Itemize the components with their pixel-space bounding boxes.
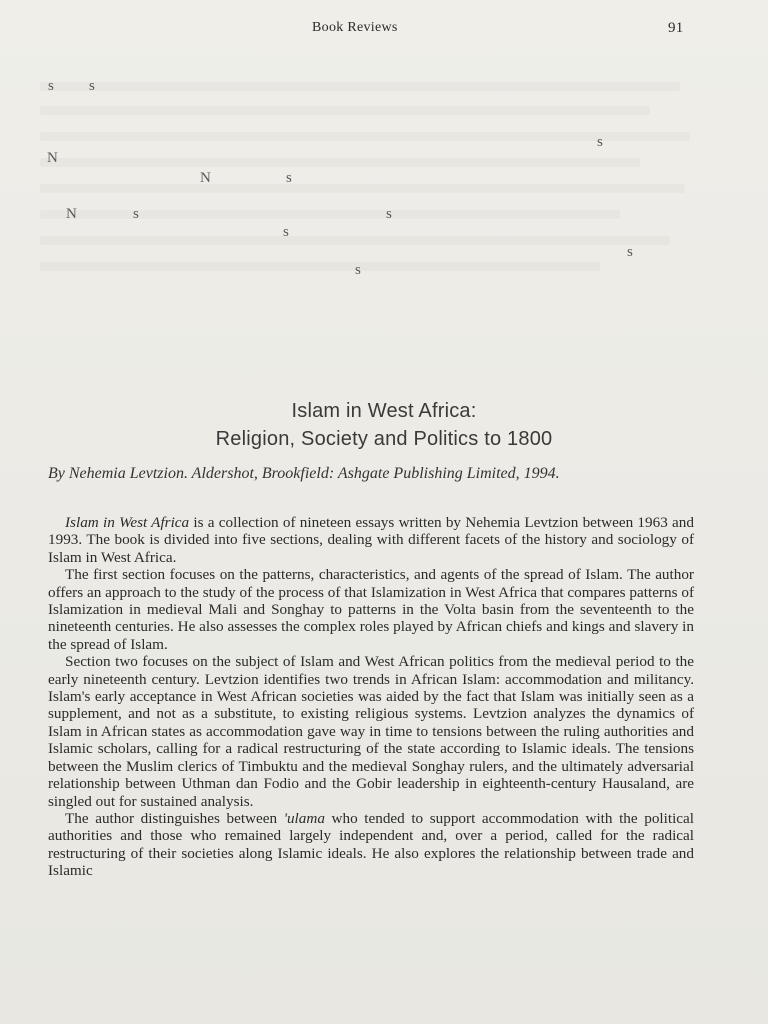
faint-text-line — [40, 82, 680, 91]
faint-text-line — [40, 262, 600, 271]
residue-glyph: N — [200, 170, 211, 186]
ulama-italic: 'ulama — [283, 809, 325, 827]
residue-glyph: N — [47, 150, 58, 166]
faint-text-line — [40, 106, 650, 115]
review-title-line-1: Islam in West Africa: — [291, 400, 477, 422]
residue-glyph: s — [597, 134, 603, 150]
residue-glyph: s — [133, 206, 139, 222]
residue-glyph: s — [286, 170, 292, 186]
faint-bleed-through-region — [40, 62, 700, 292]
residue-glyph: s — [283, 224, 289, 240]
paragraph-3: Section two focuses on the subject of Islam and West African politics from the medieval period to the early nineteenth century. Levtzion identifies two trends in African Islam: accommodation and militancy. Islam's early acceptance in West African societies was aided by the fact that Islam was initially seen as a supplement, and not as a substitute, to existing religious systems. Levtzion analyzes the dynamics of Islam in African states as accommodation gave way in time to tensions between the ruling authorities and Islamic scholars, calling for a radical restructuring of the state according to Islamic ideals. The tensions between the Muslim clerics of Timbuktu and the medieval Songhay rulers, and the ultimately adversarial relationship between Uthman dan Fodio and the Gobir leadership in eighteenth-century Hausaland, are singled out for sustained analysis. — [48, 653, 694, 810]
paragraph-2: The first section focuses on the patterns, characteristics, and agents of the spread of Islam. The author offers an approach to the study of the process of that Islamization in West Africa that compares patterns of Islamization in medieval Mali and Songhay to patterns in the Volta basin from the seventeenth to the nineteenth centuries. He also assesses the complex roles played by African chiefs and kings and slavery in the spread of Islam. — [48, 566, 694, 653]
book-title-italic: Islam in West Africa — [65, 514, 190, 531]
residue-glyph: s — [627, 244, 633, 260]
paragraph-4-text-after: who tended to support accommodation with the political authorities and those who remained largely independent and, over a period, called for the radical restructuring of their societies along Islamic ideals. He also explores the relationship between trade and Islamic — [48, 809, 694, 880]
faint-text-line — [40, 132, 690, 141]
paragraph-4 — [48, 810, 694, 880]
residue-glyph: s — [386, 206, 392, 222]
faint-text-line — [40, 184, 685, 193]
review-body — [48, 514, 694, 880]
residue-glyph: s — [355, 262, 361, 278]
paragraph-1 — [48, 514, 694, 566]
paragraph-4-text-before: The author distinguishes between — [65, 809, 284, 827]
review-title-line-2: Religion, Society and Politics to 1800 — [215, 428, 553, 450]
residue-glyph: s — [48, 78, 54, 94]
residue-glyph: N — [66, 206, 77, 222]
faint-text-line — [40, 210, 620, 219]
page-number: 91 — [668, 20, 684, 36]
faint-text-line — [40, 158, 640, 167]
review-byline: By Nehemia Levtzion. Aldershot, Brookfield: Ashgate Publishing Limited, 1994. — [48, 465, 560, 482]
faint-text-line — [40, 236, 670, 245]
residue-glyph: s — [89, 78, 95, 94]
paragraph-1-text: is a collection of nineteen essays written by Nehemia Levtzion between 1963 and 1993. The book is divided into five sections, dealing with different facets of the history and sociology of Islam in West Africa. — [48, 514, 694, 566]
running-head — [0, 20, 768, 40]
running-title: Book Reviews — [312, 20, 398, 35]
